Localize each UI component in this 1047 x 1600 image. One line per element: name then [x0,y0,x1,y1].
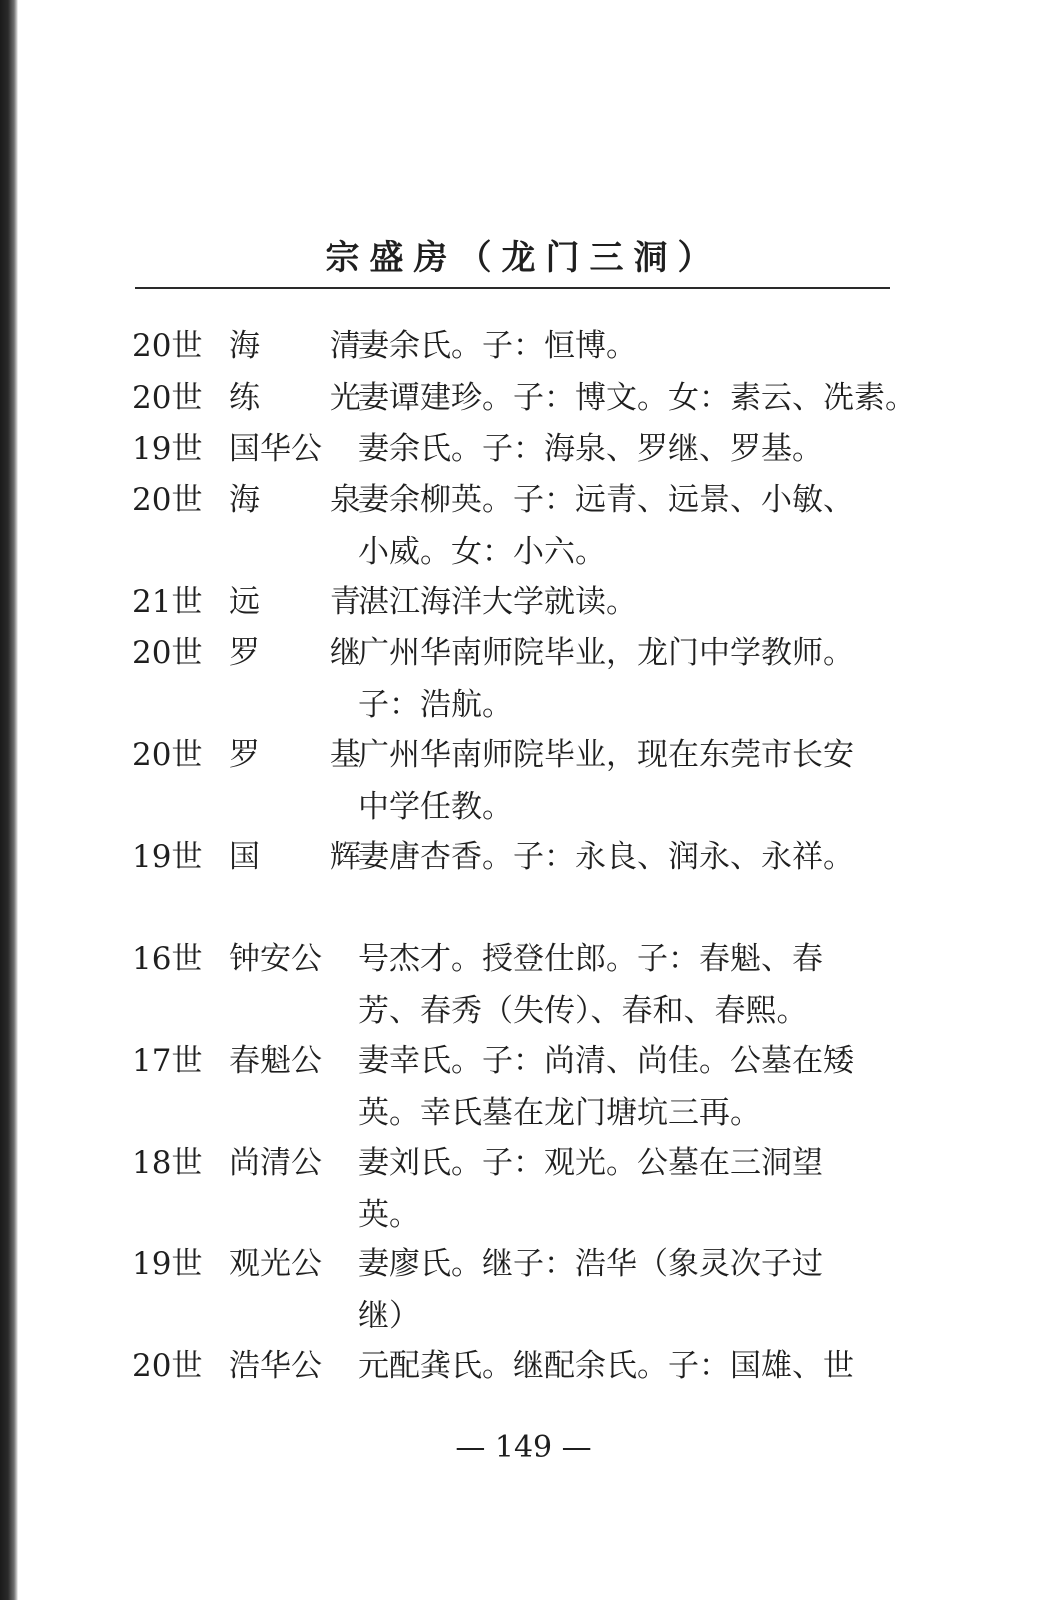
entry-description [358,831,883,883]
person-name: 春魁公 [229,1043,322,1079]
generation-label: 20世 [132,328,203,364]
description-line: 妻余氏。子：海泉、罗继、罗基。 [358,431,823,467]
entry-description [358,1238,883,1342]
person-name: 海 清 [229,328,391,364]
generation-label: 20世 [132,635,203,671]
entry-description [358,933,883,1037]
page-header-title: 宗盛房（龙门三洞） [325,238,722,278]
description-line: 号杰才。授登仕郎。子：春魁、春 [358,941,823,977]
person-name: 国华公 [229,431,322,467]
entry-description [358,423,883,475]
description-line: 妻幸氏。子：尚清、尚佳。公墓在矮 [358,1043,854,1079]
person-name: 练 光 [229,380,391,416]
generation-label: 20世 [132,380,203,416]
generation-label: 18世 [132,1145,203,1181]
description-line: 芳、春秀（失传）、春和、春熙。 [358,993,808,1029]
person-name: 观光公 [229,1246,322,1282]
generation-label: 19世 [132,1246,203,1282]
entry-description [358,729,883,833]
generation-label: 16世 [132,941,203,977]
page-number: — 149 — [455,1430,592,1465]
description-line: 英。 [358,1197,420,1233]
description-line: 广州华南师院毕业，现在东莞市长安 [358,737,854,773]
entry-description [358,1035,883,1139]
description-line: 妻余柳英。子：远青、远景、小敏、 [358,482,854,518]
person-name: 尚清公 [229,1145,322,1181]
description-line: 英。幸氏墓在龙门塘坑三再。 [358,1095,761,1131]
generation-label: 19世 [132,431,203,467]
generation-label: 20世 [132,482,203,518]
person-name: 罗 基 [229,737,391,773]
description-line: 继） [358,1298,420,1334]
entry-description [358,1137,883,1241]
description-line: 妻谭建珍。子：博文。女：素云、冼素。 [358,380,916,416]
person-name: 远 青 [229,584,391,620]
description-line: 元配龚氏。继配余氏。子：国雄、世 [358,1348,854,1384]
description-line: 子：浩航。 [358,687,513,723]
generation-label: 21世 [132,584,203,620]
description-line: 妻唐杏香。子：永良、润永、永祥。 [358,839,854,875]
generation-label: 17世 [132,1043,203,1079]
generation-label: 19世 [132,839,203,875]
person-name: 浩华公 [229,1348,322,1384]
description-line: 妻廖氏。继子：浩华（象灵次子过 [358,1246,823,1282]
description-line: 妻刘氏。子：观光。公墓在三洞望 [358,1145,823,1181]
description-line: 广州华南师院毕业，龙门中学教师。 [358,635,854,671]
entry-description [358,474,883,578]
description-line: 妻余氏。子：恒博。 [358,328,637,364]
description-line: 湛江海洋大学就读。 [358,584,637,620]
person-name: 海 泉 [229,482,391,518]
person-name: 国 辉 [229,839,391,875]
person-name: 罗 继 [229,635,391,671]
generation-label: 20世 [132,1348,203,1384]
entry-description [358,627,883,731]
generation-label: 20世 [132,737,203,773]
entry-description [358,372,916,424]
person-name: 钟安公 [229,941,322,977]
description-line: 小威。女：小六。 [358,534,606,570]
entry-description [358,576,883,628]
header-divider [135,287,890,289]
description-line: 中学任教。 [358,789,513,825]
entry-description [358,1340,883,1392]
entry-description [358,320,883,372]
